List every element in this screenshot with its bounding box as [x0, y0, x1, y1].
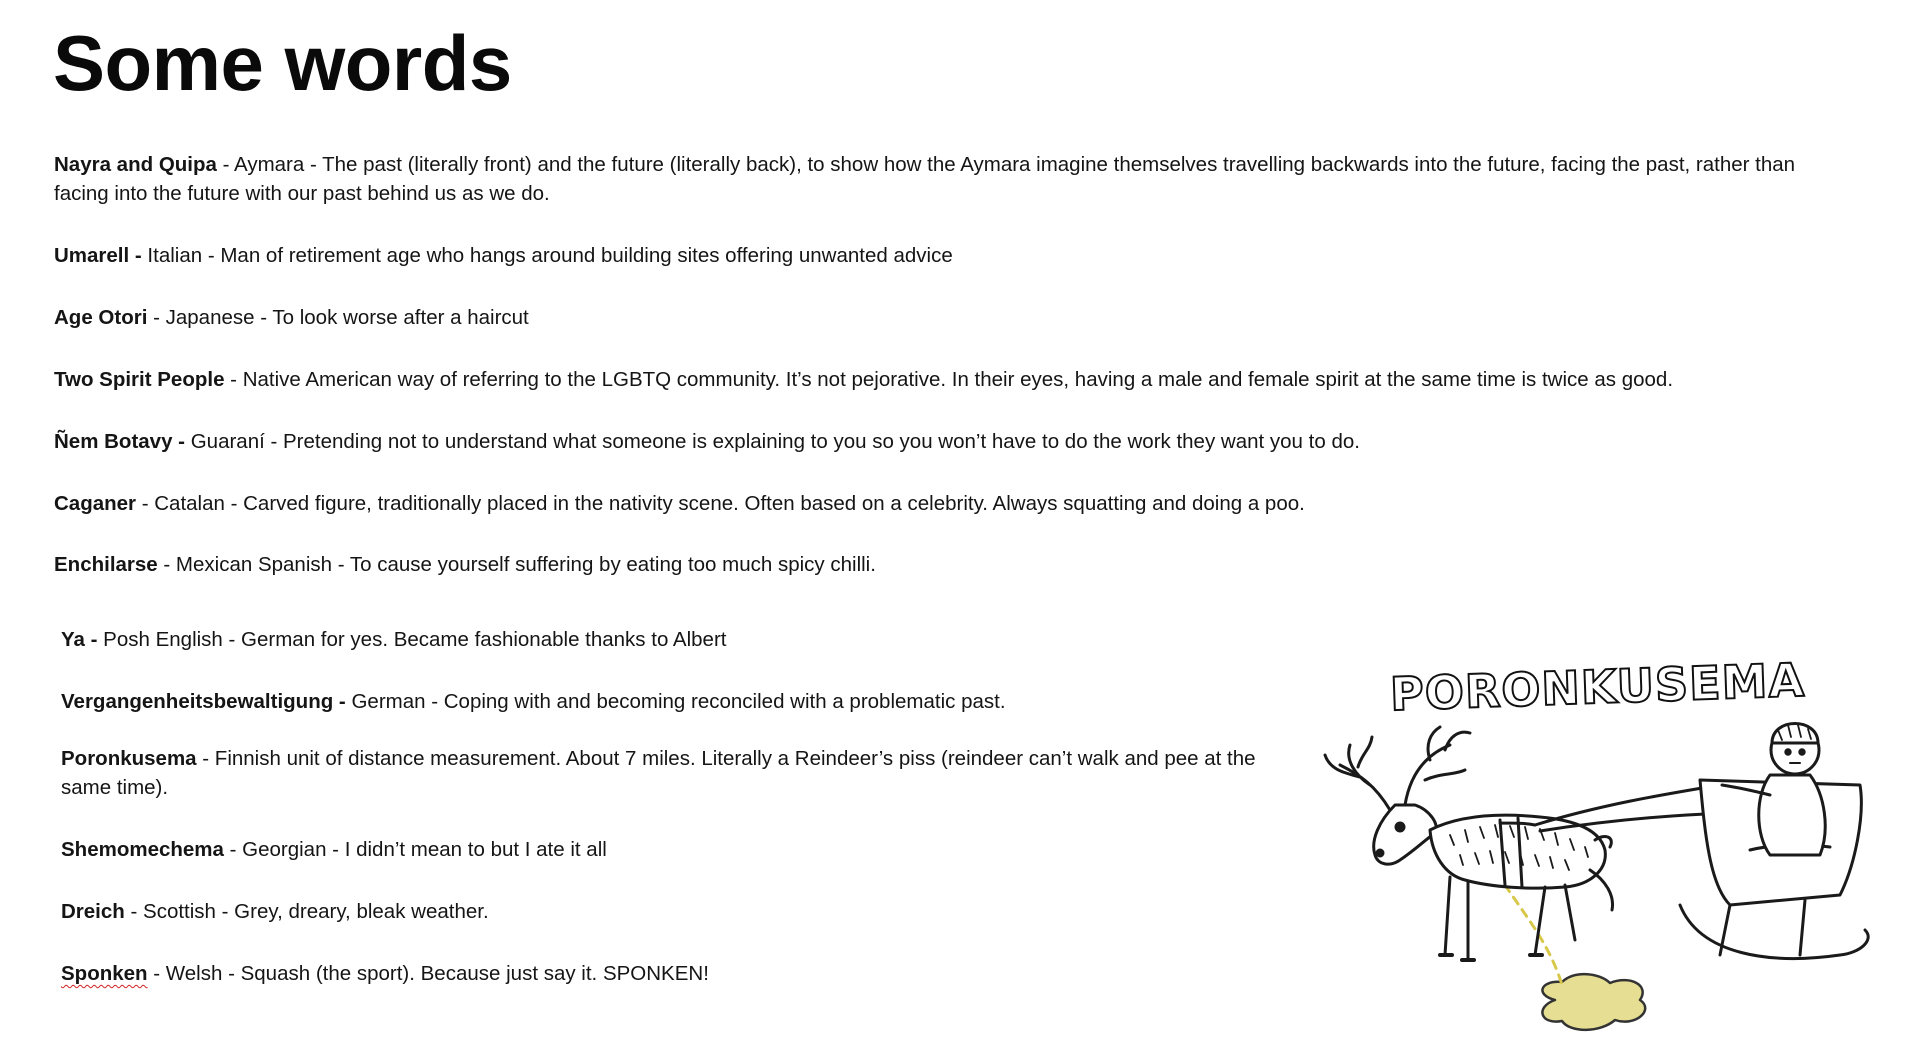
pee-stream: [1505, 885, 1562, 985]
driver-body: [1759, 775, 1825, 855]
word-entry-poronkusema: [61, 744, 1261, 802]
entry-separator: -: [216, 153, 235, 176]
entry-definition: Catalan - Carved figure, traditionally placed in the nativity scene. Often based on a celebrity. Always squatting and doing a poo.: [154, 492, 1305, 515]
entry-term: Shemomechema: [61, 838, 224, 861]
entry-definition: Aymara - The past (literally front) and the future (literally back), to show how the Aymara imagine themselves travelling backwards into the future, facing the past, rather than facing into the future with our past behind us as we do.: [54, 153, 1796, 205]
entry-term: Two Spirit People: [54, 368, 225, 391]
entry-definition: Guaraní - Pretending not to understand what someone is explaining to you so you won’t have to do the work they want you to do.: [190, 430, 1360, 453]
entry-definition: Mexican Spanish - To cause yourself suffering by eating too much spicy chilli.: [175, 553, 876, 576]
entry-term: Poronkusema: [61, 747, 197, 770]
word-entry-two-spirit-people: [54, 365, 1673, 394]
entry-separator: -: [223, 838, 243, 861]
entry-term: Nayra and Quipa: [54, 153, 217, 176]
entry-separator: -: [136, 492, 155, 515]
word-entry-nem-botavy: [54, 427, 1360, 456]
entry-term: Caganer: [54, 492, 137, 515]
entry-term: Ya -: [61, 628, 104, 651]
entry-definition: German - Coping with and becoming reconciled with a problematic past.: [351, 690, 1006, 713]
entry-term: Enchilarse: [54, 553, 158, 576]
word-entry-caganer: [54, 489, 1305, 518]
entry-separator: -: [224, 368, 243, 391]
entry-separator: -: [147, 962, 166, 985]
entry-term: Dreich: [61, 900, 125, 923]
word-entry-sponken: [61, 959, 709, 988]
entry-definition: Finnish unit of distance measurement. About 7 miles. Literally a Reindeer’s piss (reindeer can’t walk and pee at the same time).: [61, 747, 1256, 799]
word-entry-ya: [61, 625, 726, 654]
word-entry-shemomechema: [61, 835, 607, 864]
word-entry-umarell: [54, 241, 953, 270]
entry-definition: Posh English - German for yes. Became fashionable thanks to Albert: [103, 628, 727, 651]
puddle-shape: [1542, 974, 1645, 1030]
entry-definition: Italian - Man of retirement age who hangs around building sites offering unwanted advice: [147, 244, 953, 267]
word-entry-dreich: [61, 897, 489, 926]
illustration-caption: PORONKUSEMA: [1389, 652, 1806, 722]
entry-separator: -: [196, 747, 215, 770]
entry-separator: -: [147, 306, 166, 329]
entry-separator: -: [124, 900, 144, 923]
word-entry-age-otori: [54, 303, 529, 332]
word-entry-enchilarse: [54, 550, 876, 579]
entry-term: Umarell -: [54, 244, 148, 267]
entry-term: Sponken: [61, 962, 148, 985]
entry-definition: Native American way of referring to the LGBTQ community. It’s not pejorative. In their eyes, having a male and female spirit at the same time is twice as good.: [242, 368, 1674, 391]
antler-right: [1405, 727, 1470, 805]
antler-left: [1325, 737, 1390, 810]
entry-definition: Welsh - Squash (the sport). Because just say it. SPONKEN!: [165, 962, 709, 985]
entry-term: Vergangenheitsbewaltigung -: [61, 690, 352, 713]
page-title: Some words: [53, 19, 512, 107]
entry-term: Age Otori: [54, 306, 148, 329]
entry-definition: Japanese - To look worse after a haircut: [165, 306, 529, 329]
sleigh-runner: [1680, 900, 1868, 958]
word-entry-vergangenheitsbewaltigung: [61, 687, 1006, 716]
word-entry-nayra-quipa: [54, 150, 1854, 208]
entry-separator: -: [157, 553, 176, 576]
entry-definition: Scottish - Grey, dreary, bleak weather.: [143, 900, 489, 923]
entry-term: Ñem Botavy -: [54, 430, 191, 453]
entry-definition: Georgian - I didn’t mean to but I ate it all: [242, 838, 607, 861]
